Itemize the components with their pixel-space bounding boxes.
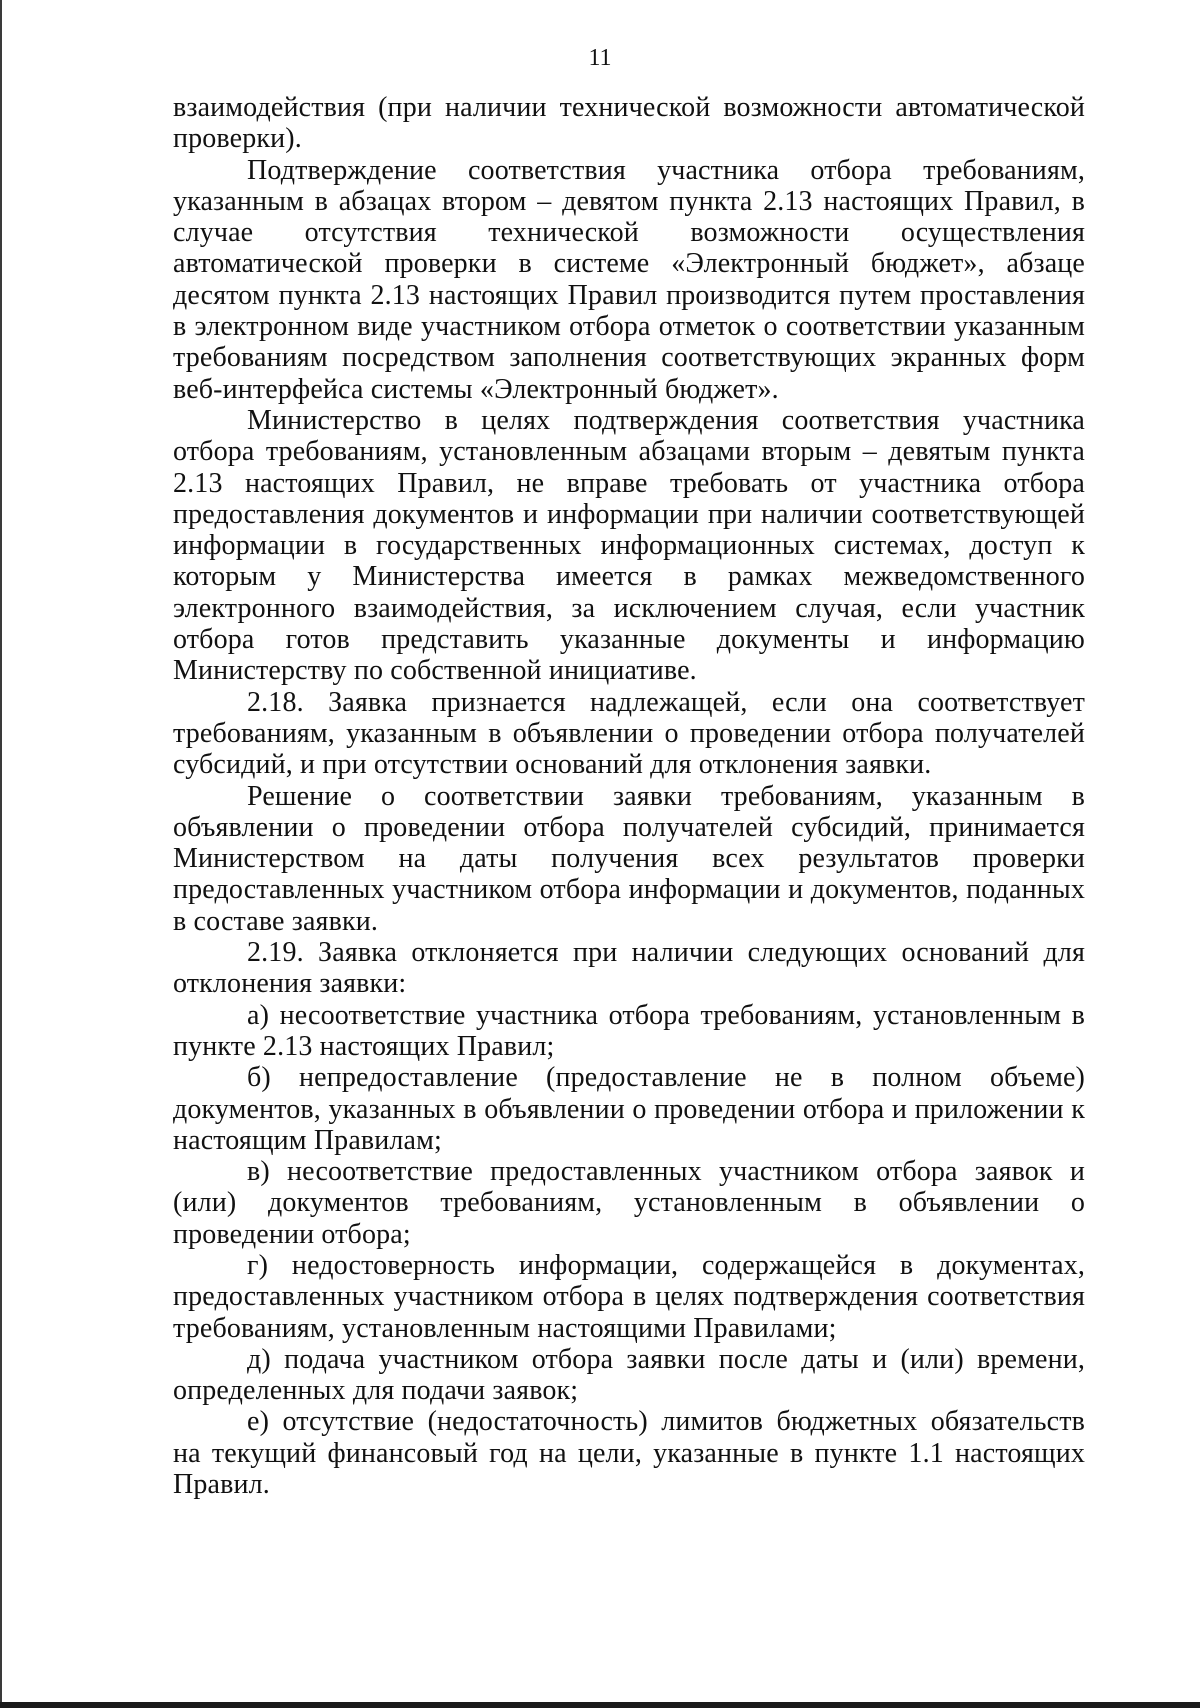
paragraph-decision: Решение о соответствии заявки требованиям, указанным в объявлении о проведении отбора получателей субсидий, принимается Министерством на даты получения всех результатов проверки предоставленных участником отбора информации и документов, поданных в составе заявки.	[173, 780, 1085, 937]
paragraph-ministry-not-entitled: Министерство в целях подтверждения соответствия участника отбора требованиям, установленным абзацами вторым – девятым пункта 2.13 настоящих Правил, не вправе требовать от участника отбора предоставления документов и информации при наличии соответствующей информации в государственных информационных системах, доступ к которым у Министерства имеется в рамках межведомственного электронного взаимодействия, за исключением случая, если участник отбора готов представить указанные документы и информацию Министерству по собственной инициативе.	[173, 404, 1085, 687]
page-number: 11	[588, 45, 612, 71]
list-item-b: б) непредоставление (предоставление не в полном объеме) документов, указанных в объявлении о проведении отбора и приложении к настоящим Правилам;	[173, 1062, 1085, 1156]
paragraph-2-19: 2.19. Заявка отклоняется при наличии следующих оснований для отклонения заявки:	[173, 937, 1085, 1000]
paragraph-confirmation-of-compliance: Подтверждение соответствия участника отбора требованиям, указанным в абзацах втором – девятом пункта 2.13 настоящих Правил, в случае отсутствия технической возможности осуществления автоматической проверки в системе «Электронный бюджет», абзаце десятом пункта 2.13 настоящих Правил производится путем проставления в электронном виде участником отбора отметок о соответствии указанным требованиям посредством заполнения соответствующих экранных форм веб-интерфейса системы «Электронный бюджет».	[173, 154, 1085, 405]
paragraph-2-18: 2.18. Заявка признается надлежащей, если она соответствует требованиям, указанным в объявлении о проведении отбора получателей субсидий, и при отсутствии оснований для отклонения заявки.	[173, 686, 1085, 781]
scan-edge-bottom	[0, 1702, 1200, 1708]
list-item-a: а) несоответствие участника отбора требованиям, установленным в пункте 2.13 настоящих Правил;	[173, 999, 1085, 1062]
scan-edge-left	[0, 0, 2, 1708]
document-body	[173, 92, 1085, 1500]
list-item-v: в) несоответствие предоставленных участником отбора заявок и (или) документов требованиям, установленным в объявлении о проведении отбора;	[173, 1156, 1085, 1250]
list-item-g: г) недостоверность информации, содержащейся в документах, предоставленных участником отбора в целях подтверждения соответствия требованиям, установленным настоящими Правилами;	[173, 1249, 1085, 1344]
list-item-e: е) отсутствие (недостаточность) лимитов бюджетных обязательств на текущий финансовый год на цели, указанные в пункте 1.1 настоящих Правил.	[173, 1406, 1085, 1501]
paragraph-continuation: взаимодействия (при наличии технической возможности автоматической проверки).	[173, 92, 1085, 155]
list-item-d: д) подача участником отбора заявки после даты и (или) времени, определенных для подачи заявок;	[173, 1343, 1085, 1407]
